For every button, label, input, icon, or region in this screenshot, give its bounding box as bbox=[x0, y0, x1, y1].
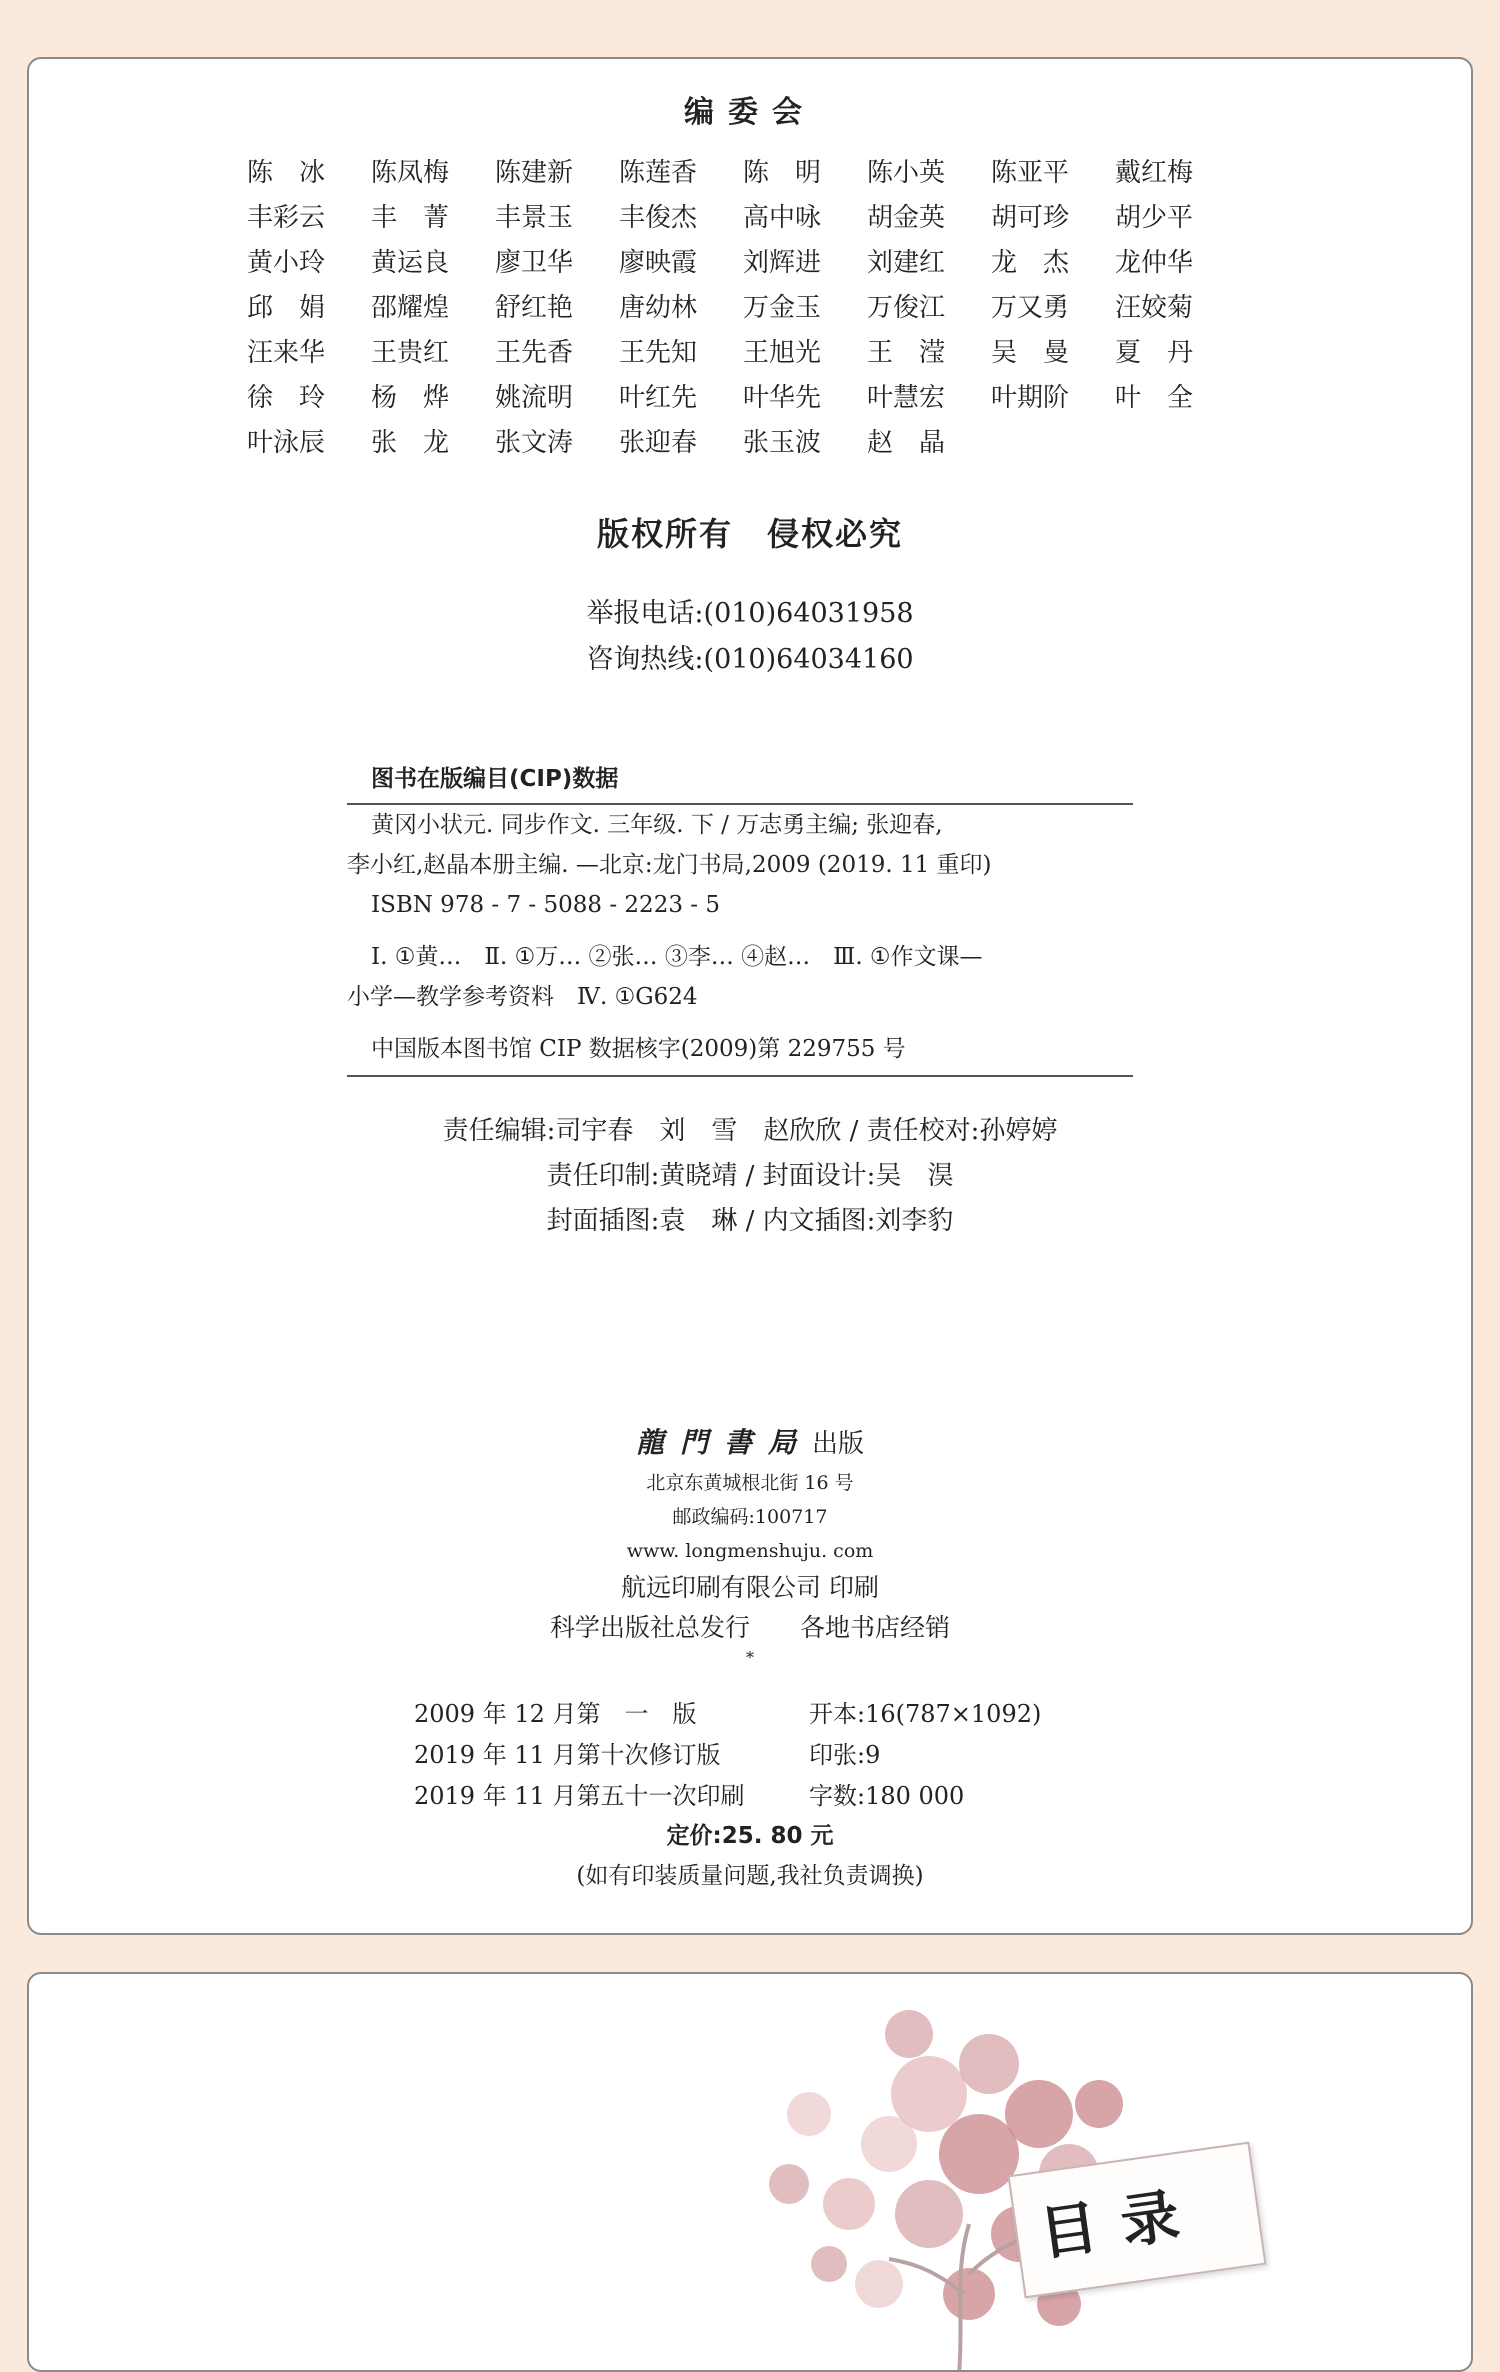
toc-label: 目录 bbox=[1035, 2178, 1208, 2269]
edition-spec: 开本:16(787×1092) bbox=[809, 1700, 1042, 1728]
committee-member: 万金玉 bbox=[743, 293, 822, 323]
committee-member: 王先香 bbox=[495, 338, 574, 368]
committee-member: 吴 曼 bbox=[991, 338, 1070, 368]
committee-member: 叶慧宏 bbox=[867, 383, 946, 413]
committee-member: 胡少平 bbox=[1115, 203, 1194, 233]
price: 定价:25. 80 元 bbox=[666, 1823, 834, 1849]
committee-member: 叶期阶 bbox=[991, 383, 1070, 413]
committee-member: 胡可珍 bbox=[991, 203, 1070, 233]
committee-member: 陈凤梅 bbox=[371, 158, 450, 188]
quality-note: (如有印装质量问题,我社负责调换) bbox=[576, 1863, 924, 1889]
committee-member: 戴红梅 bbox=[1115, 158, 1194, 188]
committee-member: 邵耀煌 bbox=[371, 293, 450, 323]
committee-member: 叶 全 bbox=[1115, 383, 1194, 413]
committee-member: 徐 玲 bbox=[247, 383, 326, 413]
committee-member: 廖映霞 bbox=[619, 248, 698, 278]
blossom-cluster bbox=[885, 2010, 933, 2058]
committee-member: 胡金英 bbox=[867, 203, 946, 233]
edition-spec: 印张:9 bbox=[809, 1741, 881, 1769]
blossom-cluster bbox=[959, 2034, 1019, 2094]
tree-branches bbox=[889, 2224, 1029, 2372]
committee-member: 陈 明 bbox=[743, 158, 822, 188]
blossom-cluster bbox=[861, 2116, 917, 2172]
committee-member: 叶红先 bbox=[619, 383, 698, 413]
contact-phones bbox=[29, 591, 1471, 683]
committee-member: 陈亚平 bbox=[991, 158, 1070, 188]
publisher-website: www. longmenshuju. com bbox=[626, 1540, 874, 1562]
committee-member: 王先知 bbox=[619, 338, 698, 368]
committee-member: 叶华先 bbox=[743, 383, 822, 413]
committee-member-grid bbox=[247, 157, 1239, 459]
cip-classification: Ⅰ. ①黄… Ⅱ. ①万… ②张… ③李… ④赵… Ⅲ. ①作文课— bbox=[371, 944, 983, 970]
committee-title: 编委会 bbox=[684, 95, 816, 130]
committee-member: 黄运良 bbox=[371, 248, 450, 278]
publisher-logo: 龍門書局 bbox=[635, 1426, 812, 1459]
committee-member: 陈建新 bbox=[495, 158, 574, 188]
edition-row bbox=[414, 1694, 1041, 1735]
committee-member: 姚流明 bbox=[495, 383, 574, 413]
committee-member: 万俊江 bbox=[867, 293, 946, 323]
committee-member: 张 龙 bbox=[371, 428, 450, 458]
cip-line: 李小红,赵晶本册主编. —北京:龙门书局,2009 (2019. 11 重印) bbox=[347, 852, 992, 878]
committee-member: 丰景玉 bbox=[495, 203, 574, 233]
committee-member: 龙 杰 bbox=[991, 248, 1070, 278]
committee-member: 丰 菁 bbox=[371, 203, 450, 233]
publisher-suffix: 出版 bbox=[812, 1429, 865, 1459]
committee-member: 王贵红 bbox=[371, 338, 450, 368]
committee-member: 汪姣菊 bbox=[1115, 293, 1194, 323]
committee-member: 刘建红 bbox=[867, 248, 946, 278]
blossom-cluster bbox=[787, 2092, 831, 2136]
committee-member: 陈小英 bbox=[867, 158, 946, 188]
cip-classification: 小学—教学参考资料 Ⅳ. ①G624 bbox=[347, 984, 698, 1010]
committee-member: 邱 娟 bbox=[247, 293, 326, 323]
blossom-cluster bbox=[939, 2114, 1019, 2194]
staff-credits bbox=[29, 1109, 1471, 1244]
committee-member: 张玉波 bbox=[743, 428, 822, 458]
distribution-line: 科学出版社总发行 各地书店经销 bbox=[549, 1613, 950, 1642]
edition-info bbox=[414, 1694, 1041, 1817]
publisher-address: 北京东黄城根北街 16 号 bbox=[646, 1472, 854, 1494]
separator-star: * bbox=[746, 1648, 754, 1667]
publisher-block bbox=[29, 1421, 1471, 1668]
committee-member: 汪来华 bbox=[247, 338, 326, 368]
edition-spec: 字数:180 000 bbox=[809, 1782, 965, 1810]
cip-block bbox=[347, 759, 1133, 1077]
blossom-cluster bbox=[1075, 2080, 1123, 2128]
blossom-tree-illustration bbox=[29, 1974, 1473, 2372]
committee-member: 杨 烨 bbox=[371, 383, 450, 413]
cip-heading: 图书在版编目(CIP)数据 bbox=[347, 759, 1133, 805]
blossom-cluster bbox=[895, 2180, 963, 2248]
edition-date: 2019 年 11 月第五十一次印刷 bbox=[414, 1782, 745, 1810]
committee-member: 赵 晶 bbox=[867, 428, 946, 458]
committee-member: 叶泳辰 bbox=[247, 428, 326, 458]
committee-member: 唐幼林 bbox=[619, 293, 698, 323]
committee-member: 夏 丹 bbox=[1115, 338, 1194, 368]
committee-member: 张文涛 bbox=[495, 428, 574, 458]
staff-line: 封面插图:袁 琳 / 内文插图:刘李豹 bbox=[546, 1206, 954, 1236]
edition-row bbox=[414, 1776, 1041, 1817]
edition-date: 2019 年 11 月第十次修订版 bbox=[414, 1741, 721, 1769]
committee-member: 刘辉进 bbox=[743, 248, 822, 278]
committee-member: 丰彩云 bbox=[247, 203, 326, 233]
staff-line: 责任印制:黄晓靖 / 封面设计:吴 淏 bbox=[546, 1161, 954, 1191]
edition-date: 2009 年 12 月第 一 版 bbox=[414, 1700, 697, 1728]
committee-member: 龙仲华 bbox=[1115, 248, 1194, 278]
copyright-notice: 版权所有 侵权必究 bbox=[596, 515, 903, 553]
committee-member: 丰俊杰 bbox=[619, 203, 698, 233]
blossom-cluster bbox=[943, 2268, 995, 2320]
toc-page-preview bbox=[27, 1972, 1473, 2372]
printer-line: 航远印刷有限公司 印刷 bbox=[621, 1573, 879, 1602]
blossom-cluster bbox=[823, 2178, 875, 2230]
committee-member: 王旭光 bbox=[743, 338, 822, 368]
committee-member: 廖卫华 bbox=[495, 248, 574, 278]
committee-member: 陈莲香 bbox=[619, 158, 698, 188]
committee-member: 陈 冰 bbox=[247, 158, 326, 188]
staff-line: 责任编辑:司宇春 刘 雪 赵欣欣 / 责任校对:孙婷婷 bbox=[442, 1116, 1058, 1146]
committee-member: 张迎春 bbox=[619, 428, 698, 458]
committee-member: 舒红艳 bbox=[495, 293, 574, 323]
cip-isbn: ISBN 978 - 7 - 5088 - 2223 - 5 bbox=[371, 892, 720, 918]
publisher-postcode: 邮政编码:100717 bbox=[672, 1506, 828, 1528]
blossom-cluster bbox=[855, 2260, 903, 2308]
cip-line: 黄冈小状元. 同步作文. 三年级. 下 / 万志勇主编; 张迎春, bbox=[371, 812, 943, 838]
blossom-cluster bbox=[811, 2246, 847, 2282]
copyright-page bbox=[27, 57, 1473, 1935]
report-phone: 举报电话:(010)64031958 bbox=[586, 598, 914, 629]
committee-member: 高中咏 bbox=[743, 203, 822, 233]
cip-record: 中国版本图书馆 CIP 数据核字(2009)第 229755 号 bbox=[347, 1029, 1133, 1077]
edition-row bbox=[414, 1735, 1041, 1776]
committee-member: 王 滢 bbox=[867, 338, 946, 368]
committee-member: 黄小玲 bbox=[247, 248, 326, 278]
consult-phone: 咨询热线:(010)64034160 bbox=[586, 644, 914, 675]
committee-member: 万又勇 bbox=[991, 293, 1070, 323]
blossom-cluster bbox=[769, 2164, 809, 2204]
